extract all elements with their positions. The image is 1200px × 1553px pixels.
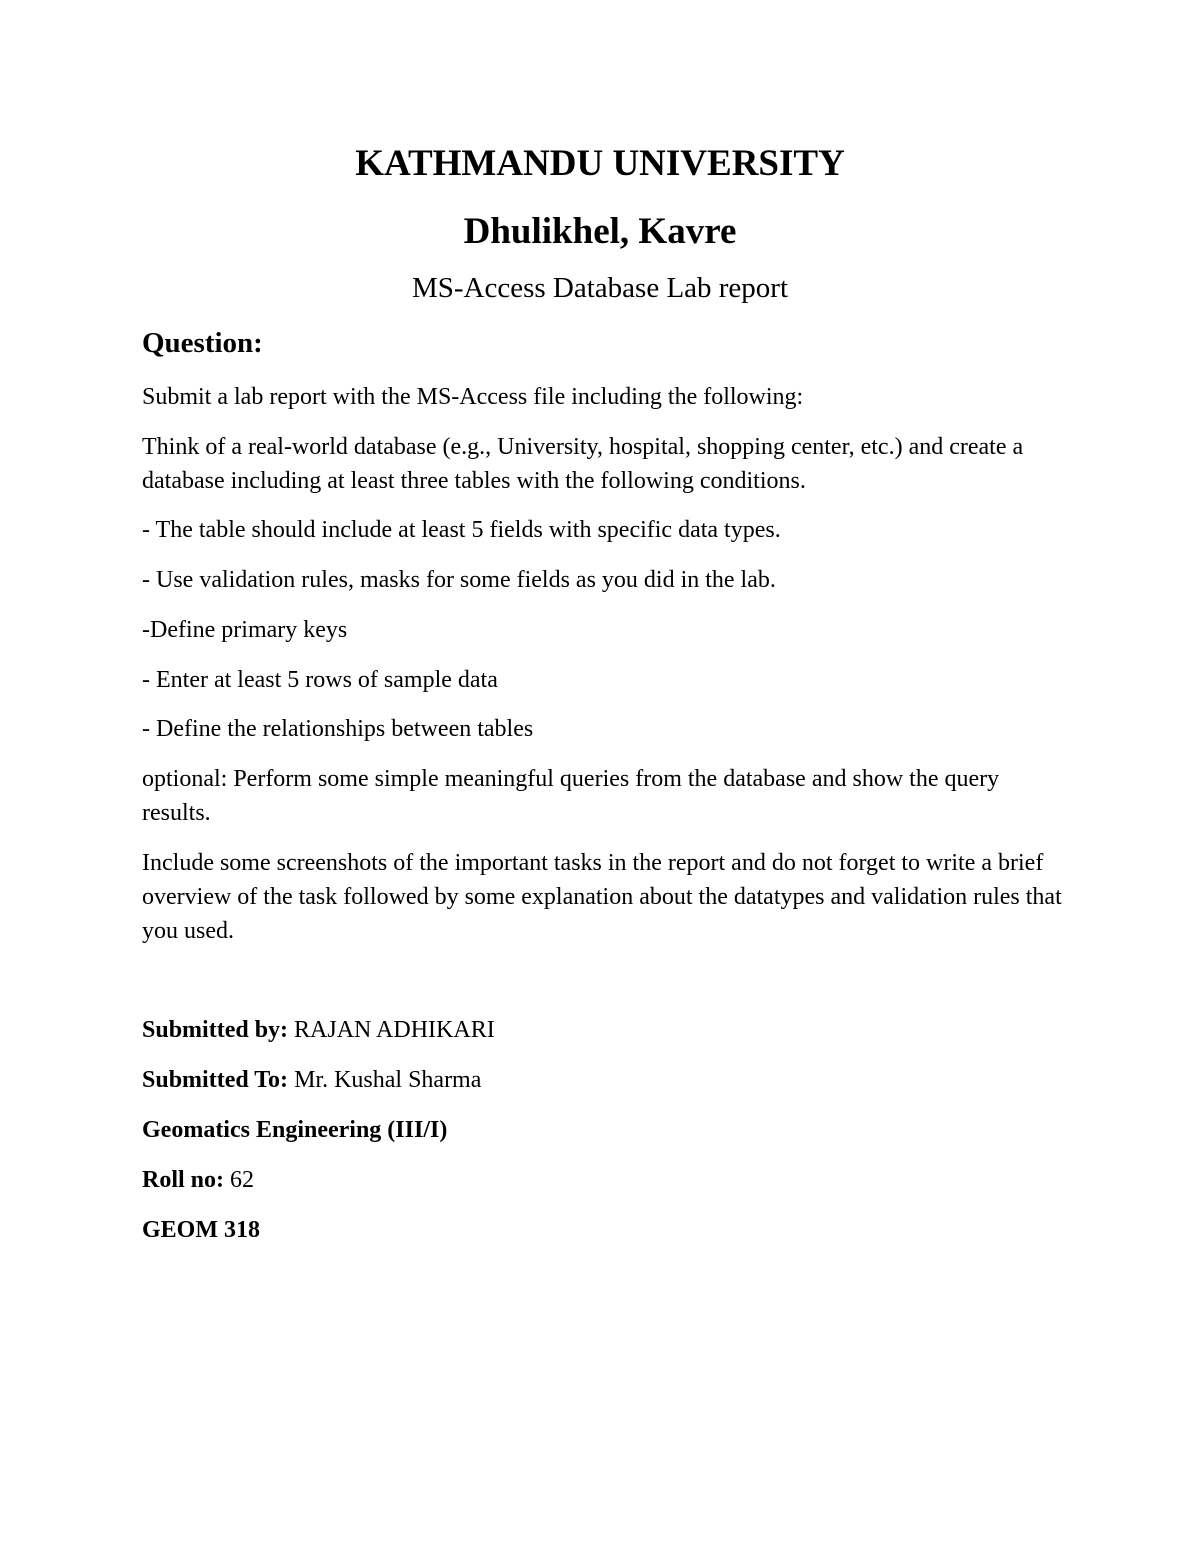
requirement-validation: - Use validation rules, masks for some fields as you did in the lab. (142, 567, 776, 593)
question-heading: Question: (142, 327, 263, 359)
requirement-fields: - The table should include at least 5 fields with specific data types. (142, 517, 781, 543)
requirement-sample-data: - Enter at least 5 rows of sample data (142, 667, 498, 693)
submitted-by (142, 1013, 495, 1047)
report-title: MS-Access Database Lab report (411, 272, 789, 304)
screenshot-instructions: Include some screenshots of the important tasks in the report and do not forget to write a brief overview of the task followed by some explanation about the datatypes and validation rules that you used. (142, 850, 1062, 944)
location-title: Dhulikhel, Kavre (463, 211, 737, 252)
roll-label: Roll no: (142, 1167, 225, 1193)
roll-number (142, 1163, 254, 1197)
submitted-to-value: Mr. Kushal Sharma (288, 1067, 482, 1093)
department: Geomatics Engineering (III/I) (142, 1117, 448, 1143)
requirement-primary-keys: -Define primary keys (142, 617, 348, 643)
requirement-relationships: - Define the relationships between tables (142, 716, 534, 742)
submitted-by-value: RAJAN ADHIKARI (288, 1017, 495, 1043)
roll-value: 62 (224, 1167, 255, 1193)
submitted-to-label: Submitted To: (142, 1067, 289, 1093)
submitted-by-label: Submitted by: (142, 1017, 289, 1043)
optional-queries: optional: Perform some simple meaningful queries from the database and show the query results. (142, 766, 1000, 826)
question-intro: Submit a lab report with the MS-Access file including the following: (142, 384, 804, 410)
submitted-to (142, 1063, 481, 1097)
question-scenario: Think of a real-world database (e.g., University, hospital, shopping center, etc.) and create a database including at least three tables with the following conditions. (142, 434, 1024, 494)
course-code: GEOM 318 (142, 1217, 260, 1243)
university-title: KATHMANDU UNIVERSITY (355, 143, 845, 184)
